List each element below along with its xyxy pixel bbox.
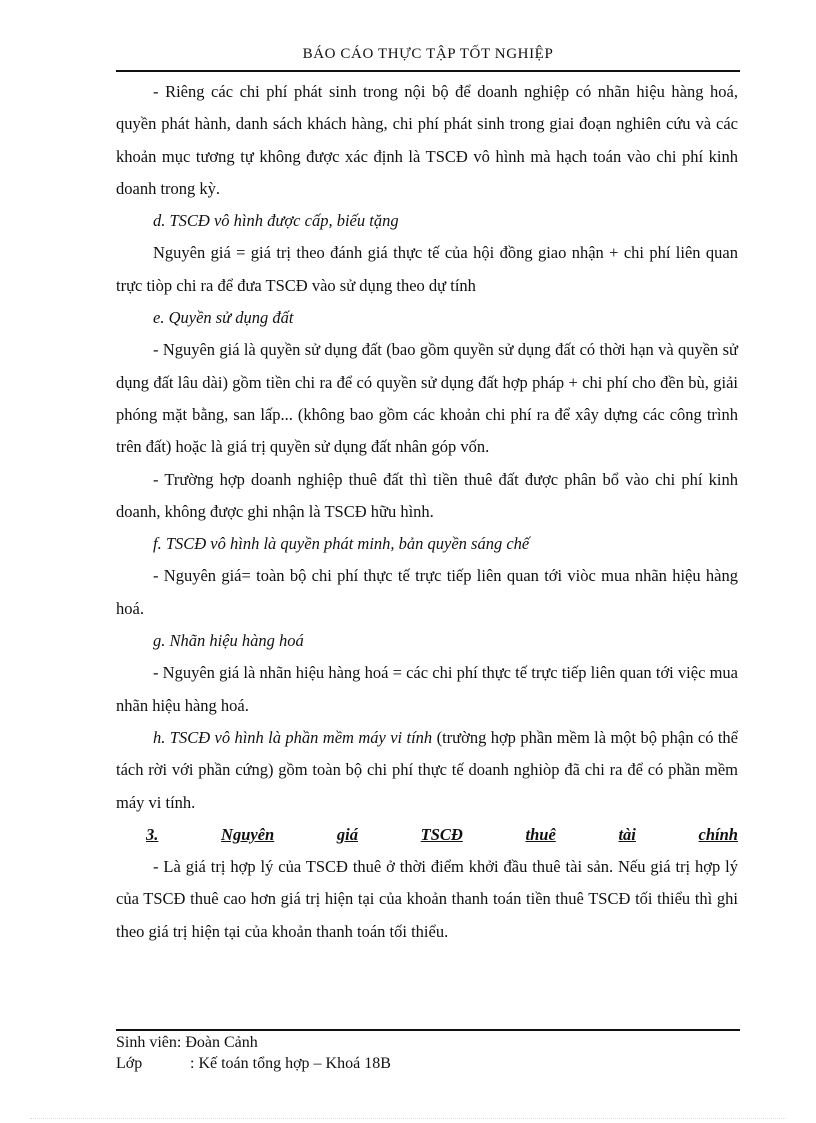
footer-student-label: Sinh viên: (116, 1034, 182, 1051)
page-footer (116, 1032, 391, 1074)
section-3-heading (116, 819, 738, 851)
header-rule (116, 70, 740, 72)
section-3-word: TSCĐ (420, 824, 463, 844)
paragraph-trademark-cost: - Nguyên giá là nhãn hiệu hàng hoá = các chi phí thực tế trực tiếp liên quan tới việc mua nhãn hiệu hàng hoá. (116, 663, 738, 715)
paragraph-finance-lease: - Là giá trị hợp lý của TSCĐ thuê ở thời điểm khởi đầu thuê tài sản. Nếu giá trị hợp lý của TSCĐ thuê cao hơn giá trị hiện tại của khoản thanh toán tiền thuê TSCĐ tối thiểu thì ghi theo giá trị hiện tại của khoản thanh toán tối thiểu. (116, 857, 738, 941)
paragraph-donated-cost: Nguyên giá = giá trị theo đánh giá thực tế của hội đồng giao nhận + chi phí liên quan trực tiòp chi ra để đưa TSCĐ vào sử dụng theo dự tính (116, 243, 738, 295)
paragraph-internal-costs: - Riêng các chi phí phát sinh trong nội bộ để doanh nghiệp có nhãn hiệu hàng hoá, quyền phát hành, danh sách khách hàng, chi phí phát sinh trong giai đoạn nghiên cứu và các khoản mục tương tự không được xác định là TSCĐ vô hình mà hạch toán vào chi phí kinh doanh trong kỳ. (116, 82, 738, 198)
section-3-word: 3. (146, 824, 159, 844)
heading-h-software: h. TSCĐ vô hình là phần mềm máy vi tính (153, 727, 433, 747)
document-body (116, 76, 738, 948)
footer-student-row (116, 1032, 391, 1053)
section-3-word: tài (618, 824, 636, 844)
paragraph-land-lease: - Trường hợp doanh nghiệp thuê đất thì tiền thuê đất được phân bổ vào chi phí kinh doanh, không được ghi nhận là TSCĐ hữu hình. (116, 469, 738, 521)
paragraph-software-text: (trường hợp phần mềm là một bộ phận có thể tách rời với phần cứng) gồm toàn bộ chi phí thực tế doanh nghiòp đã chi ra để có phần mềm máy vi tính. (116, 727, 738, 812)
heading-e-land-use-rights: e. Quyền sử dụng đất (153, 308, 294, 328)
footer-student-name: Đoàn Cảnh (185, 1034, 258, 1051)
footer-class-label: Lớp (116, 1055, 143, 1072)
page-header-title: BÁO CÁO THỰC TẬP TỐT NGHIỆP (302, 46, 554, 62)
heading-g-trademark: g. Nhãn hiệu hàng hoá (153, 631, 304, 651)
section-3-word: chính (698, 824, 738, 844)
section-3-word: thuê (525, 824, 556, 844)
footer-class-value: : Kế toán tổng hợp – Khoá 18B (190, 1055, 391, 1072)
section-3-word: giá (336, 824, 358, 844)
footer-rule (116, 1029, 740, 1031)
paragraph-land-use-cost: - Nguyên giá là quyền sử dụng đất (bao gồm quyền sử dụng đất có thời hạn và quyền sử dụng đất lâu dài) gồm tiền chi ra để có quyền sử dụng đất hợp pháp + chi phí cho đền bù, giải phóng mặt bằng, san lấp... (không bao gồm các khoản chi phí ra để xây dựng các công trình trên đất) hoặc là giá trị quyền sử dụng đất nhân góp vốn. (116, 340, 738, 457)
heading-d-donated-assets: d. TSCĐ vô hình được cấp, biếu tặng (153, 211, 399, 231)
paragraph-patent-cost: - Nguyên giá= toàn bộ chi phí thực tế trực tiếp liên quan tới viòc mua nhãn hiệu hàng hoá. (116, 566, 738, 618)
heading-f-patents: f. TSCĐ vô hình là quyền phát minh, bản quyền sáng chế (153, 534, 530, 554)
paragraph-software (116, 722, 738, 819)
section-3-word: Nguyên (221, 824, 275, 844)
footer-class-row (116, 1053, 391, 1074)
page-bottom-edge (30, 1118, 786, 1119)
